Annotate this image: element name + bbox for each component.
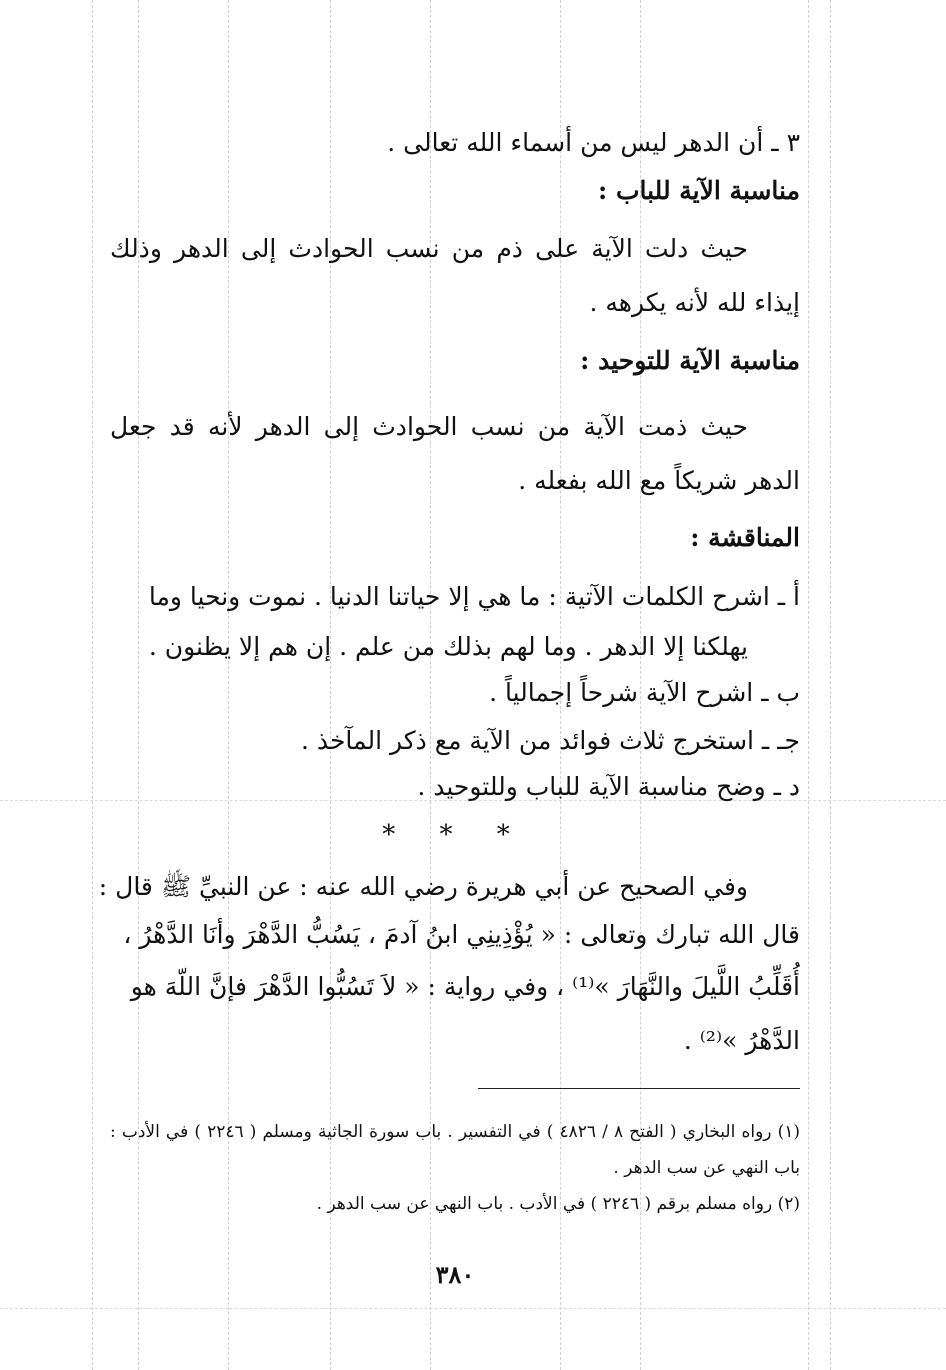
paragraph-relation-to-tawhid: حيث ذمت الآية من نسب الحوادث إلى الدهر لأنه قد جعل الدهر شريكاً مع الله بفعله . <box>110 412 800 495</box>
hadith-line-3: أُقَلِّبُ اللَّيلَ والنَّهَارَ »⁽¹⁾ ، وفي رواية : « لاَ تَسُبُّوا الدَّهْرَ فإنَّ اللّهَ هو <box>130 972 800 1001</box>
heading-relation-to-chapter: مناسبة الآية للباب : <box>598 176 800 205</box>
question-a-line-2: يهلكنا إلا الدهر . وما لهم بذلك من علم . إن هم إلا يظنون . <box>148 632 748 661</box>
footnote-2: (٢) رواه مسلم برقم ( ٢٢٤٦ ) في الأدب . باب النهي عن سب الدهر . <box>316 1194 800 1214</box>
hadith-line-2: قال الله تبارك وتعالى : « يُؤْذِينِي ابنُ آدمَ ، يَسُبُّ الدَّهْرَ وأنَا الدَّهْرُ ، <box>123 920 800 949</box>
question-d: د ـ وضح مناسبة الآية للباب وللتوحيد . <box>417 772 800 801</box>
point-three-text: ٣ ـ أن الدهر ليس من أسماء الله تعالى . <box>387 128 800 157</box>
question-b: ب ـ اشرح الآية شرحاً إجمالياً . <box>489 678 800 707</box>
heading-discussion: المناقشة : <box>690 523 800 552</box>
question-a-line-1: أ ـ اشرح الكلمات الآتية : ما هي إلا حياتنا الدنيا . نموت ونحيا وما <box>148 582 800 611</box>
page-number: ٣٨٠ <box>435 1260 475 1289</box>
question-c: جـ ـ استخرج ثلاث فوائد من الآية مع ذكر المآخذ . <box>300 726 800 755</box>
paragraph-relation-to-chapter: حيث دلت الآية على ذم من نسب الحوادث إلى الدهر وذلك إيذاء لله لأنه يكرهه . <box>110 234 800 317</box>
section-separator: * * * <box>382 820 528 850</box>
heading-relation-to-tawhid: مناسبة الآية للتوحيد : <box>580 346 800 375</box>
hadith-line-1: وفي الصحيح عن أبي هريرة رضي الله عنه : عن النبيِّ ﷺ قال : <box>98 872 748 901</box>
hadith-line-4: الدَّهْرُ »⁽²⁾ . <box>683 1026 800 1055</box>
footnote-divider <box>478 1088 800 1089</box>
footnote-1: (١) رواه البخاري ( الفتح ٨ / ٤٨٢٦ ) في التفسير . باب سورة الجاثية ومسلم ( ٢٢٤٦ ) في الأدب : باب النهي عن سب الدهر . <box>110 1122 801 1178</box>
